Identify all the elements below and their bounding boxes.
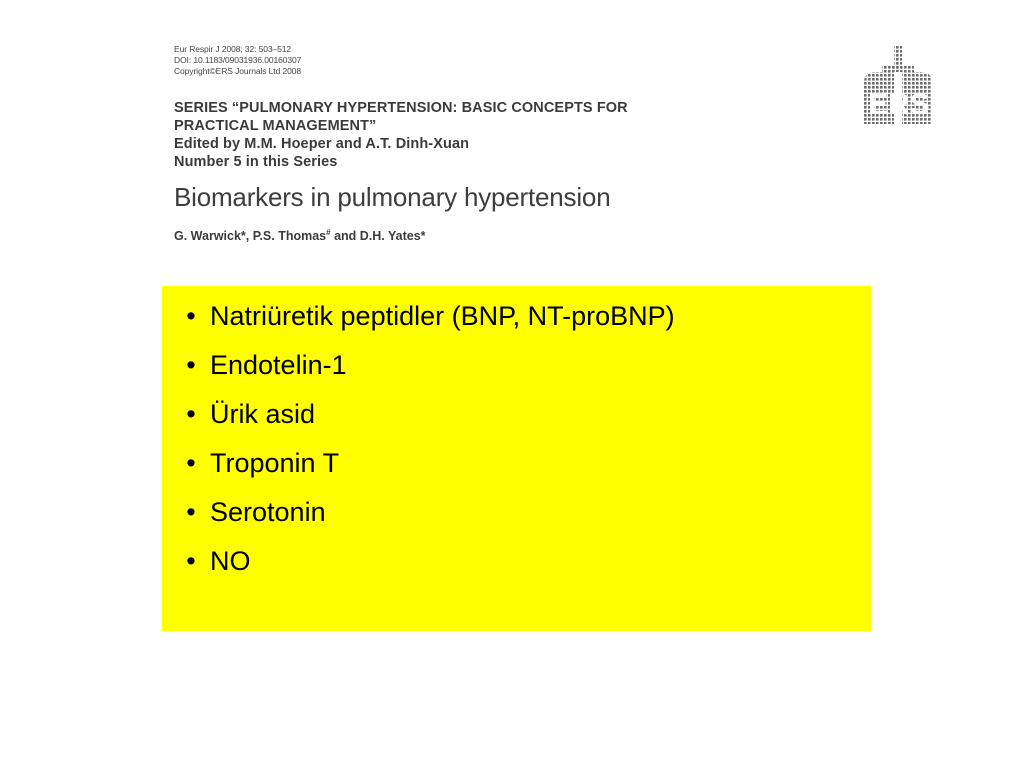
bullet-icon: • [186, 546, 196, 576]
list-item-text: Ürik asid [210, 399, 316, 429]
list-item [172, 394, 675, 443]
list-item-text: Troponin T [210, 448, 340, 478]
series-editors: Edited by M.M. Hoeper and A.T. Dinh-Xuan [174, 136, 470, 152]
list-item-text: NO [210, 546, 251, 576]
authors-superscript: # [326, 228, 331, 237]
bullet-icon: • [186, 497, 196, 527]
list-item-text: Natriüretik peptidler (BNP, NT-proBNP) [210, 301, 675, 331]
paper-title: Biomarkers in pulmonary hypertension [174, 182, 611, 212]
series-title-line2: PRACTICAL MANAGEMENT” [174, 118, 377, 134]
authors-line [174, 228, 814, 243]
copyright-line: Copyright©ERS Journals Ltd 2008 [174, 66, 301, 76]
series-title-line1: SERIES “PULMONARY HYPERTENSION: BASIC CONCEPTS FOR [174, 100, 628, 116]
citation-line: Eur Respir J 2008; 32: 503–512 [174, 44, 292, 54]
doi-line: DOI: 10.1183/09031936.00160307 [174, 55, 302, 65]
list-item [172, 492, 675, 541]
bullet-icon: • [186, 448, 196, 478]
ers-lungs-logo-icon [860, 46, 936, 128]
highlight-box [162, 286, 871, 631]
bullet-icon: • [186, 350, 196, 380]
biomarker-list [172, 296, 675, 590]
list-item [172, 296, 675, 345]
bullet-icon: • [186, 399, 196, 429]
series-block [174, 99, 814, 171]
series-number: Number 5 in this Series [174, 154, 338, 170]
bullet-icon: • [186, 301, 196, 331]
svg-text:ERS: ERS [868, 88, 930, 121]
authors-part1: G. Warwick*, P.S. Thomas [174, 229, 327, 244]
list-item [172, 443, 675, 492]
list-item [172, 345, 675, 394]
list-item [172, 541, 675, 590]
journal-header [174, 44, 814, 243]
list-item-text: Serotonin [210, 497, 326, 527]
ers-logo-letters [868, 88, 930, 121]
list-item-text: Endotelin-1 [210, 350, 347, 380]
authors-part2: and D.H. Yates* [330, 229, 426, 244]
